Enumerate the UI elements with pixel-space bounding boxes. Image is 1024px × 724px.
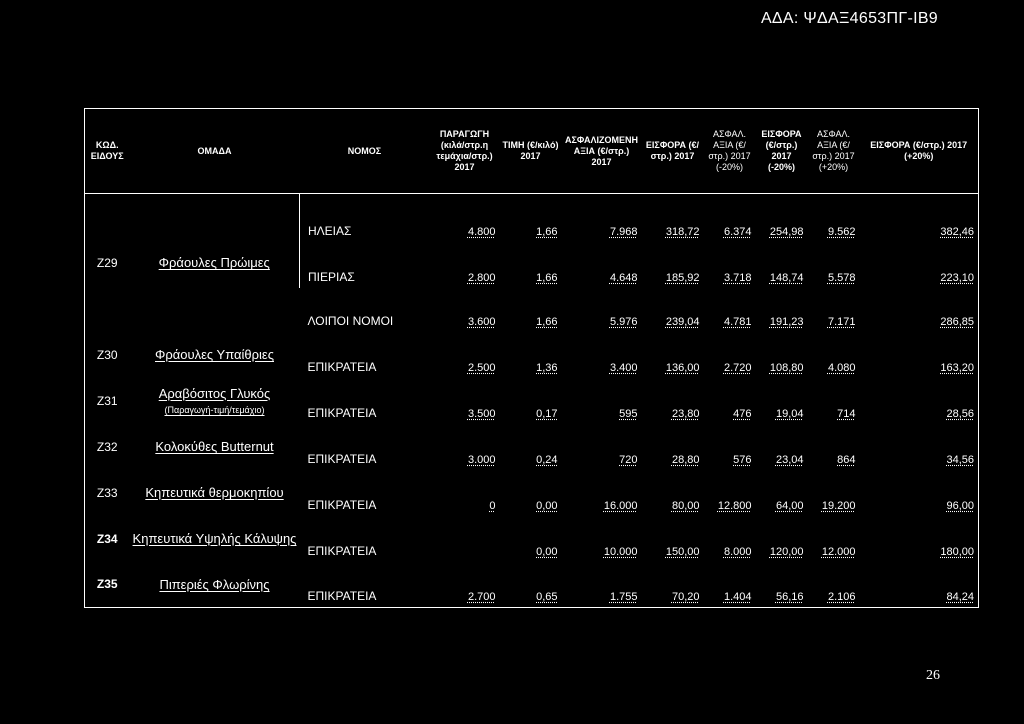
- contribution-minus20-cell: 148,74: [769, 271, 804, 284]
- price-cell: 0,24: [536, 453, 558, 466]
- contribution-cell: 136,00: [665, 361, 700, 374]
- document-id: ΑΔΑ: ΨΔΑΞ4653ΠΓ-ΙΒ9: [760, 10, 938, 27]
- header-insured-value: ΑΣΦΑΛΙΖΟΜΕΝΗ ΑΞΙΑ (€/στρ.) 2017: [562, 109, 642, 194]
- group-code: Ζ34: [96, 531, 118, 546]
- table-row: [85, 424, 979, 470]
- value-plus20-cell: 19.200: [821, 499, 856, 512]
- contribution-plus20-cell: 223,10: [940, 271, 974, 284]
- contribution-cell: 239,04: [665, 315, 700, 328]
- header-group: ΟΜΑΔΑ: [130, 109, 300, 194]
- table-row: [85, 332, 979, 378]
- production-cell: 2.500: [467, 361, 496, 374]
- price-cell: 1,36: [536, 361, 558, 374]
- contribution-cell: 28,80: [671, 453, 700, 466]
- table-row: [85, 562, 979, 608]
- header-contribution: ΕΙΣΦΟΡΑ (€/στρ.) 2017: [642, 109, 704, 194]
- price-cell: 0,17: [536, 407, 558, 420]
- production-cell: 4.800: [467, 225, 496, 238]
- contribution-minus20-cell: 23,04: [775, 453, 804, 466]
- value-cell: 1.755: [609, 591, 638, 603]
- group-code: Ζ33: [96, 485, 118, 500]
- header-contribution-plus20: ΕΙΣΦΟΡΑ (€/στρ.) 2017 (+20%): [860, 109, 979, 194]
- contribution-minus20-cell: 64,00: [775, 499, 804, 512]
- value-cell: 5.976: [609, 315, 638, 328]
- group-name-cell: [130, 378, 300, 424]
- contribution-plus20-cell: 96,00: [946, 499, 974, 512]
- group-code: Ζ29: [96, 255, 118, 270]
- insurance-table: [84, 108, 979, 608]
- contribution-cell: 80,00: [671, 499, 700, 512]
- contribution-plus20-cell: 382,46: [940, 225, 974, 238]
- nomos-cell: ΕΠΙΚΡΑΤΕΙΑ: [307, 405, 377, 420]
- group-name: Πιπεριές Φλωρίνης: [159, 576, 270, 592]
- value-plus20-cell: 4.080: [827, 361, 856, 374]
- contribution-cell: 318,72: [665, 225, 700, 238]
- price-cell: 1,66: [536, 225, 558, 238]
- contribution-minus20-cell: 108,80: [769, 361, 804, 374]
- nomos-cell: ΕΠΙΚΡΑΤΕΙΑ: [307, 589, 377, 603]
- group-name: Φράουλες Υπαίθριες: [155, 347, 274, 362]
- production-cell: 3.000: [467, 453, 496, 466]
- header-code: ΚΩΔ. ΕΙΔΟΥΣ: [85, 109, 130, 194]
- value-minus20-cell: 8.000: [723, 545, 752, 558]
- table-row: [85, 516, 979, 562]
- contribution-plus20-cell: 163,20: [940, 361, 974, 374]
- value-cell: 7.968: [609, 225, 638, 238]
- contribution-plus20-cell: 286,85: [940, 315, 974, 328]
- group-code: Ζ32: [96, 439, 118, 454]
- contribution-plus20-cell: 180,00: [940, 545, 974, 558]
- value-cell: 16.000: [603, 499, 638, 512]
- group-name: Αραβόσιτος Γλυκός: [158, 385, 271, 401]
- value-minus20-cell: 576: [733, 453, 752, 466]
- value-minus20-cell: 3.718: [723, 271, 752, 284]
- contribution-plus20-cell: 34,56: [946, 453, 974, 466]
- value-plus20-cell: 9.562: [827, 225, 856, 238]
- nomos-cell: ΗΛΕΙΑΣ: [300, 194, 430, 242]
- table-header-row: [85, 109, 979, 194]
- price-cell: 1,66: [536, 315, 558, 328]
- contribution-cell: 70,20: [671, 591, 700, 603]
- group-name: Κηπευτικά θερμοκηπίου: [145, 485, 284, 500]
- group-name: Φράουλες Πρώιμες: [158, 255, 270, 271]
- table-row: [85, 194, 979, 242]
- production-cell: 3.600: [467, 315, 496, 328]
- value-plus20-cell: 7.171: [827, 315, 856, 328]
- insurance-table-container: [84, 108, 978, 608]
- nomos-cell: ΕΠΙΚΡΑΤΕΙΑ: [307, 451, 377, 466]
- table-row: [85, 470, 979, 516]
- group-name-suffix: (Παραγωγή-τιμή/τεμάχιο): [164, 404, 265, 415]
- header-price: ΤΙΜΗ (€/κιλό) 2017: [500, 109, 562, 194]
- price-cell: 0,65: [536, 591, 558, 603]
- contribution-minus20-cell: 56,16: [775, 591, 804, 603]
- value-plus20-cell: 714: [837, 407, 856, 420]
- contribution-cell: 185,92: [665, 271, 700, 284]
- table-body: [85, 194, 979, 608]
- contribution-minus20-cell: 19,04: [775, 407, 804, 420]
- contribution-plus20-cell: 28,56: [946, 407, 974, 420]
- value-plus20-cell: 5.578: [827, 271, 856, 284]
- group-code: Ζ30: [96, 347, 118, 362]
- value-cell: 595: [619, 407, 638, 420]
- production-cell: 2.700: [467, 591, 496, 603]
- value-cell: 720: [619, 453, 638, 466]
- header-value-plus20: ΑΣΦΑΛ. ΑΞΙΑ (€/στρ.) 2017 (+20%): [808, 109, 860, 194]
- production-cell: 2.800: [467, 271, 496, 284]
- price-cell: 0,00: [536, 545, 558, 558]
- group-code: Ζ31: [96, 393, 118, 408]
- group-name: Κηπευτικά Υψηλής Κάλυψης: [132, 531, 297, 546]
- nomos-cell: ΕΠΙΚΡΑΤΕΙΑ: [307, 543, 377, 558]
- header-production: ΠΑΡΑΓΩΓΗ (κιλά/στρ.η τεμάχια/στρ.) 2017: [430, 109, 500, 194]
- value-minus20-cell: 6.374: [723, 225, 752, 238]
- contribution-plus20-cell: 84,24: [946, 591, 974, 603]
- group-code: Ζ35: [96, 577, 118, 592]
- value-plus20-cell: 12.000: [821, 545, 856, 558]
- price-cell: 1,66: [536, 271, 558, 284]
- nomos-cell: ΕΠΙΚΡΑΤΕΙΑ: [307, 497, 377, 512]
- value-minus20-cell: 4.781: [723, 315, 752, 328]
- header-nomos: ΝΟΜΟΣ: [300, 109, 430, 194]
- value-minus20-cell: 1.404: [723, 591, 752, 603]
- nomos-cell: ΠΙΕΡΙΑΣ: [300, 242, 430, 288]
- value-minus20-cell: 476: [733, 407, 752, 420]
- value-minus20-cell: 2.720: [723, 361, 752, 374]
- production-cell: [430, 516, 500, 562]
- production-cell: 0: [489, 499, 496, 512]
- value-cell: 4.648: [609, 271, 638, 284]
- header-value-minus20: ΑΣΦΑΛ. ΑΞΙΑ (€/στρ.) 2017 (-20%): [704, 109, 756, 194]
- header-contribution-minus20: ΕΙΣΦΟΡΑ (€/στρ.) 2017 (-20%): [756, 109, 808, 194]
- nomos-cell: ΛΟΙΠΟΙ ΝΟΜΟΙ: [307, 313, 394, 328]
- table-row: [85, 378, 979, 424]
- contribution-minus20-cell: 254,98: [769, 225, 804, 238]
- nomos-cell: ΕΠΙΚΡΑΤΕΙΑ: [307, 359, 377, 374]
- page-number: 26: [926, 668, 940, 683]
- value-plus20-cell: 2.106: [827, 591, 856, 603]
- value-minus20-cell: 12.800: [717, 499, 752, 512]
- value-cell: 3.400: [609, 361, 638, 374]
- group-name: Κολοκύθες Butternut: [155, 439, 274, 454]
- contribution-cell: 23,80: [671, 407, 700, 420]
- contribution-minus20-cell: 120,00: [769, 545, 804, 558]
- value-plus20-cell: 864: [837, 453, 856, 466]
- value-cell: 10.000: [603, 545, 638, 558]
- contribution-cell: 150,00: [665, 545, 700, 558]
- price-cell: 0,00: [536, 499, 558, 512]
- production-cell: 3.500: [467, 407, 496, 420]
- contribution-minus20-cell: 191,23: [769, 315, 804, 328]
